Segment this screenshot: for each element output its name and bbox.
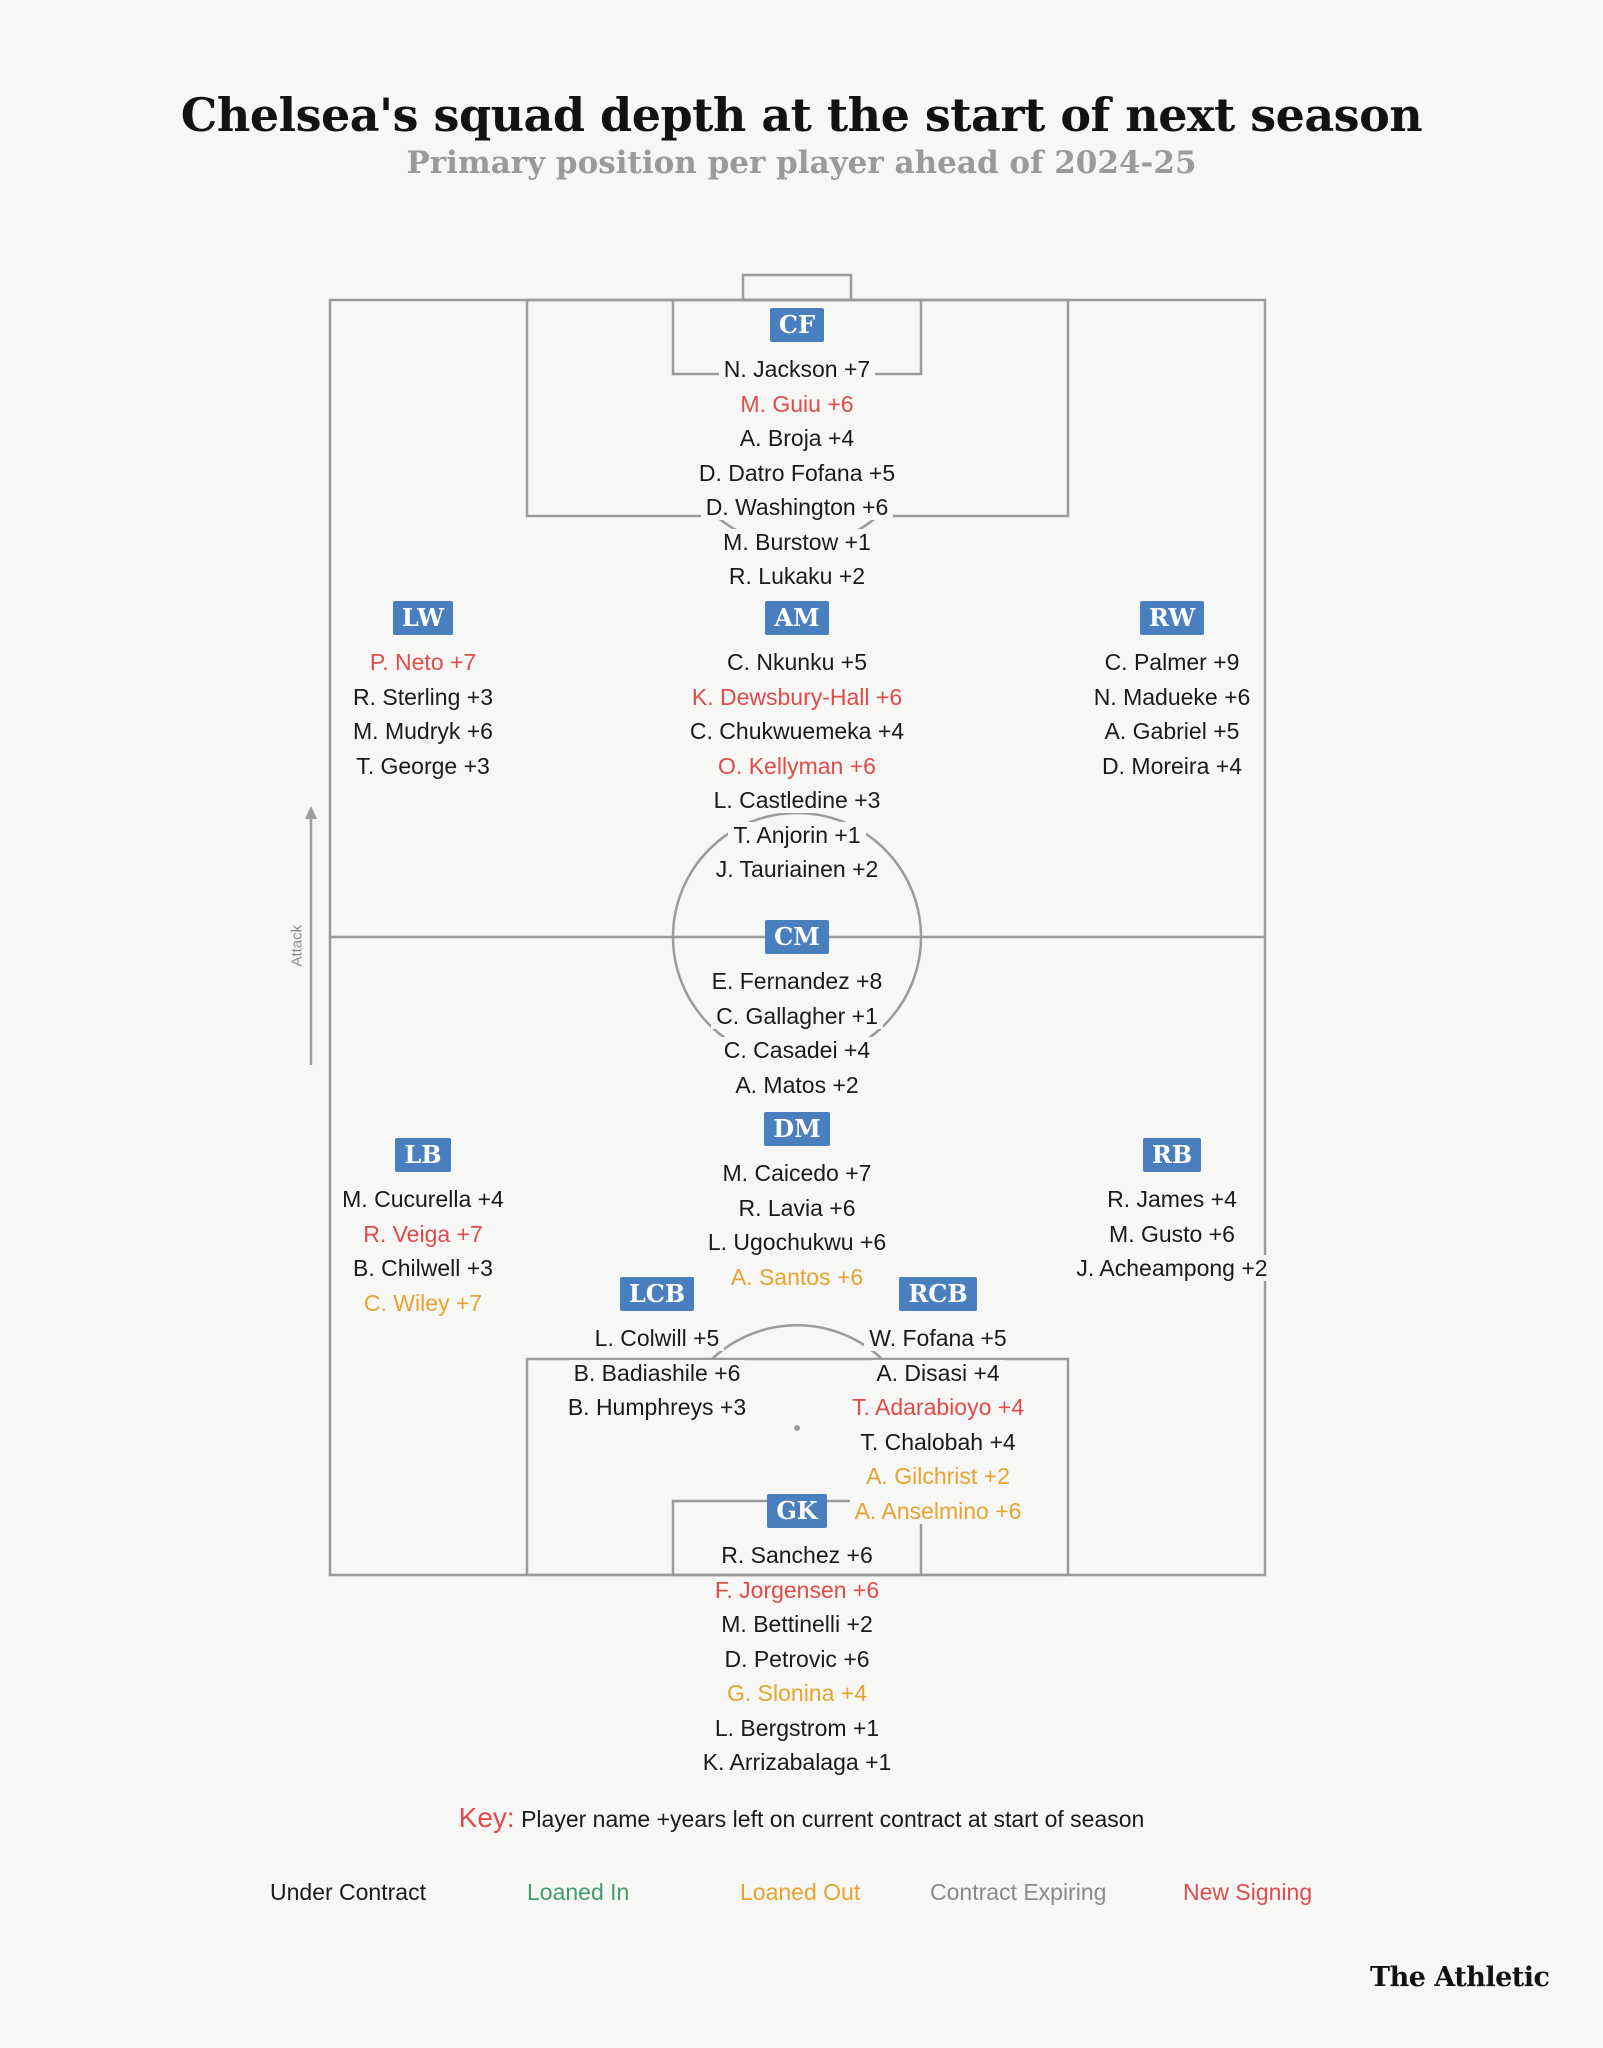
player-name: R. Sanchez +6	[716, 1542, 878, 1568]
player-item	[992, 1217, 1352, 1252]
player-list-gk	[617, 1538, 977, 1780]
player-item	[617, 1573, 977, 1608]
player-item	[992, 714, 1352, 749]
player-name: M. Guiu +6	[735, 391, 858, 417]
player-item	[992, 749, 1352, 784]
player-list-dm	[617, 1156, 977, 1294]
player-item	[617, 1191, 977, 1226]
player-name: T. George +3	[351, 753, 495, 779]
player-item	[617, 1676, 977, 1711]
player-item	[617, 783, 977, 818]
position-badge-lcb: LCB	[620, 1277, 694, 1311]
position-rb	[992, 1138, 1352, 1286]
player-name: A. Disasi +4	[871, 1360, 1004, 1386]
player-name: E. Fernandez +8	[707, 968, 888, 994]
player-item	[617, 999, 977, 1034]
player-name: D. Washington +6	[701, 494, 894, 520]
player-item	[617, 1745, 977, 1780]
player-item	[617, 1607, 977, 1642]
player-item	[617, 749, 977, 784]
player-name: M. Burstow +1	[718, 529, 876, 555]
position-lw	[243, 601, 603, 783]
player-item	[617, 1538, 977, 1573]
player-name: R. Lukaku +2	[724, 563, 870, 589]
player-name: J. Tauriainen +2	[711, 856, 884, 882]
player-item	[617, 559, 977, 594]
player-name: W. Fofana +5	[864, 1325, 1011, 1351]
player-item	[243, 645, 603, 680]
player-name: M. Gusto +6	[1104, 1221, 1240, 1247]
player-item	[243, 714, 603, 749]
player-name: M. Caicedo +7	[718, 1160, 877, 1186]
player-name: K. Arrizabalaga +1	[698, 1749, 897, 1775]
position-badge-am: AM	[765, 601, 828, 635]
legend-contract-expiring: Contract Expiring	[930, 1879, 1107, 1905]
player-item	[758, 1321, 1118, 1356]
player-item	[992, 645, 1352, 680]
player-name: A. Matos +2	[730, 1072, 863, 1098]
player-item	[758, 1459, 1118, 1494]
player-name: L. Ugochukwu +6	[703, 1229, 891, 1255]
position-badge-rw: RW	[1140, 601, 1204, 635]
player-item	[617, 387, 977, 422]
player-item	[243, 680, 603, 715]
player-list-rb	[992, 1182, 1352, 1286]
player-name: A. Broja +4	[735, 425, 859, 451]
player-name: O. Kellyman +6	[713, 753, 881, 779]
player-name: B. Humphreys +3	[563, 1394, 751, 1420]
player-name: R. James +4	[1102, 1186, 1242, 1212]
player-item	[617, 421, 977, 456]
player-name: A. Gabriel +5	[1100, 718, 1245, 744]
player-name: M. Cucurella +4	[337, 1186, 509, 1212]
position-dm	[617, 1112, 977, 1294]
player-list-cf	[617, 352, 977, 594]
player-name: N. Jackson +7	[719, 356, 875, 382]
player-name: M. Mudryk +6	[348, 718, 498, 744]
position-badge-lb: LB	[395, 1138, 450, 1172]
player-name: B. Badiashile +6	[569, 1360, 746, 1386]
position-badge-rcb: RCB	[899, 1277, 976, 1311]
position-rcb	[758, 1277, 1118, 1528]
player-name: A. Santos +6	[726, 1264, 868, 1290]
legend-loaned-in: Loaned In	[527, 1879, 630, 1905]
player-name: C. Chukwuemeka +4	[685, 718, 909, 744]
position-badge-cm: CM	[765, 920, 829, 954]
player-item	[617, 852, 977, 887]
player-name: R. Veiga +7	[358, 1221, 488, 1247]
player-list-cm	[617, 964, 977, 1102]
player-name: T. Anjorin +1	[728, 822, 865, 848]
player-name: P. Neto +7	[365, 649, 481, 675]
player-item	[617, 1156, 977, 1191]
position-badge-gk: GK	[767, 1494, 826, 1528]
position-cf	[617, 308, 977, 594]
player-item	[617, 1068, 977, 1103]
player-item	[617, 818, 977, 853]
player-name: C. Palmer +9	[1100, 649, 1245, 675]
chart-title: Chelsea's squad depth at the start of next season	[180, 88, 1423, 142]
player-item	[243, 1217, 603, 1252]
player-item	[617, 1225, 977, 1260]
position-badge-rb: RB	[1143, 1138, 1201, 1172]
player-name: D. Datro Fofana +5	[694, 460, 900, 486]
the-athletic-logo: The Athletic	[1370, 1962, 1550, 1993]
player-name: A. Gilchrist +2	[861, 1463, 1015, 1489]
legend-loaned-out: Loaned Out	[740, 1879, 861, 1905]
player-name: F. Jorgensen +6	[710, 1577, 884, 1603]
top-goal	[743, 275, 851, 300]
player-name: N. Madueke +6	[1089, 684, 1256, 710]
chart-subtitle: Primary position per player ahead of 2024-25	[406, 145, 1197, 181]
position-badge-dm: DM	[764, 1112, 829, 1146]
player-item	[758, 1425, 1118, 1460]
player-list-rw	[992, 645, 1352, 783]
key-label: Key:	[458, 1802, 515, 1833]
player-item	[617, 714, 977, 749]
legend-new-signing: New Signing	[1183, 1879, 1313, 1905]
attack-arrow-head	[305, 806, 317, 819]
player-item	[617, 490, 977, 525]
player-item	[617, 1033, 977, 1068]
player-item	[617, 964, 977, 999]
player-name: J. Acheampong +2	[1071, 1255, 1272, 1281]
player-item	[617, 456, 977, 491]
player-name: L. Bergstrom +1	[710, 1715, 884, 1741]
player-item	[617, 1711, 977, 1746]
player-item	[617, 645, 977, 680]
player-name: T. Chalobah +4	[855, 1429, 1020, 1455]
player-item	[617, 525, 977, 560]
player-item	[617, 680, 977, 715]
player-name: M. Bettinelli +2	[716, 1611, 878, 1637]
player-list-lw	[243, 645, 603, 783]
player-name: A. Anselmino +6	[850, 1498, 1027, 1524]
position-am	[617, 601, 977, 887]
legend-under-contract: Under Contract	[270, 1879, 426, 1905]
position-rw	[992, 601, 1352, 783]
player-name: R. Sterling +3	[348, 684, 498, 710]
position-gk	[617, 1494, 977, 1780]
player-item	[758, 1356, 1118, 1391]
player-name: C. Casadei +4	[719, 1037, 875, 1063]
player-name: D. Petrovic +6	[719, 1646, 874, 1672]
player-name: C. Gallagher +1	[711, 1003, 883, 1029]
key-text: Player name +years left on current contract at start of season	[521, 1806, 1145, 1832]
player-item	[758, 1390, 1118, 1425]
player-name: D. Moreira +4	[1097, 753, 1247, 779]
player-list-am	[617, 645, 977, 887]
player-item	[617, 352, 977, 387]
player-name: K. Dewsbury-Hall +6	[687, 684, 907, 710]
attack-label: Attack	[288, 924, 306, 967]
position-badge-lw: LW	[393, 601, 453, 635]
player-name: L. Castledine +3	[709, 787, 886, 813]
position-cm	[617, 920, 977, 1102]
player-name: L. Colwill +5	[590, 1325, 725, 1351]
key-row	[0, 1802, 1603, 1834]
player-item	[992, 1182, 1352, 1217]
player-item	[243, 1182, 603, 1217]
player-name: T. Adarabioyo +4	[847, 1394, 1029, 1420]
player-item	[243, 749, 603, 784]
player-name: R. Lavia +6	[734, 1195, 861, 1221]
player-name: G. Slonina +4	[722, 1680, 872, 1706]
player-name: B. Chilwell +3	[348, 1255, 498, 1281]
player-item	[992, 680, 1352, 715]
player-item	[617, 1642, 977, 1677]
player-name: C. Nkunku +5	[722, 649, 872, 675]
position-badge-cf: CF	[770, 308, 824, 342]
player-name: C. Wiley +7	[359, 1290, 487, 1316]
